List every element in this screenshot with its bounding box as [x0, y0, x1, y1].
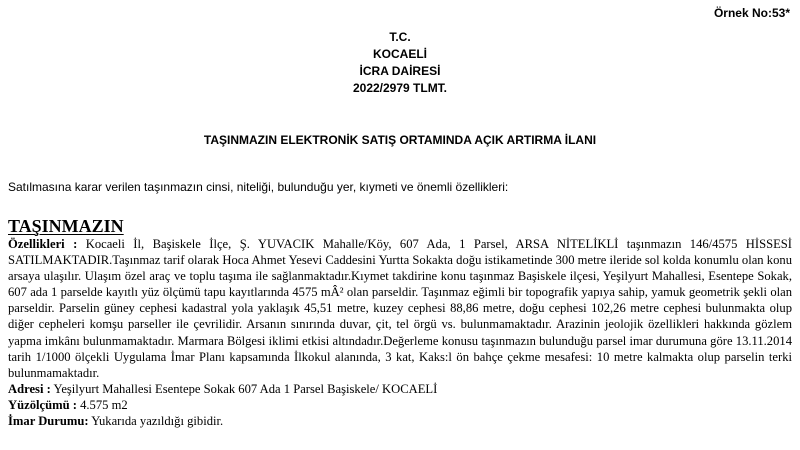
features-paragraph	[8, 236, 792, 381]
section-heading: TAŞINMAZIN	[8, 216, 124, 236]
area-line	[8, 397, 792, 413]
header-line-city: KOCAELİ	[373, 47, 427, 61]
features-text: Kocaeli İl, Başiskele İlçe, Ş. YUVACIK Mahalle/Köy, 607 Ada, 1 Parsel, ARSA NİTELİKLİ taşınmazın 146/4575 HİSSESİ SATILMAKTADIR.Taşınmaz tarif olarak Hoca Ahmet Yesevi Caddesini Yurtta Sokakta doğu istikametinde 300 metre ileride sol kolda konumlu olan konu arsaya ulaşılır. Ulaşım özel araç ve toplu taşıma ile sağlanmaktadır.Kıymet takdirine konu taşınmaz Başiskele ilçesi, Yeşilyurt Mahallesi, Esentepe Sokak, 607 ada 1 parselde kayıtlı yüz ölçümü tapu kayıtlarında 4575 mÂ² olan parseldir. Taşınmaz eğimli bir topografik yapıya sahip, yamuk geometrik şekli olan parseldir. Parselin güney cephesi kadastral yola yaklaşık 45,51 metre, kuzey cephesi 88,86 metre, doğu cephesi 102,26 metre cephesi bulunmakta olup diğer cepheleri komşu parseller ile çevrilidir. Arsanın sınırında duvar, çit, tel örgü vs. bulunmamaktadır. Arazinin jeolojik özellikleri hakkında gözlem yapma imkânı bulunmamaktadır. Marmara Bölgesi iklimi etkisi altındadır.Değerleme konusu taşınmazın bulunduğu parsel imar durumuna göre 13.11.2014 tarih 1/1000 ölçekli Uygulama İmar Planı kapsamında İlkokul alanında, 3 kat, Kaks:l ön bahçe çekme mesafesi: 10 metre kalmakta olup parselin terki bulunmamaktadır.	[8, 237, 792, 380]
header-line-tc: T.C.	[389, 30, 411, 44]
property-details	[8, 236, 792, 429]
zoning-line	[8, 413, 792, 429]
address-text: Yeşilyurt Mahallesi Esentepe Sokak 607 Ada 1 Parsel Başiskele/ KOCAELİ	[53, 381, 438, 396]
features-label: Özellikleri :	[8, 237, 78, 251]
area-label: Yüzölçümü :	[8, 397, 77, 412]
header-file-number: 2022/2979 TLMT.	[352, 81, 448, 95]
header-line-office: İCRA DAİRESİ	[359, 64, 441, 78]
sample-number: Örnek No:53*	[713, 6, 790, 20]
address-line	[8, 381, 792, 397]
intro-text: Satılmasına karar verilen taşınmazın cinsi, niteliği, bulunduğu yer, kıymeti ve önemli özellikleri:	[8, 180, 509, 194]
zoning-label: İmar Durumu:	[8, 414, 89, 429]
document-header	[0, 29, 800, 97]
zoning-text: Yukarıda yazıldığı gibidir.	[91, 414, 224, 429]
area-text: 4.575 m2	[80, 397, 128, 412]
address-label: Adresi :	[8, 381, 51, 396]
notice-title: TAŞINMAZIN ELEKTRONİK SATIŞ ORTAMINDA AÇIK ARTIRMA İLANI	[203, 133, 597, 147]
